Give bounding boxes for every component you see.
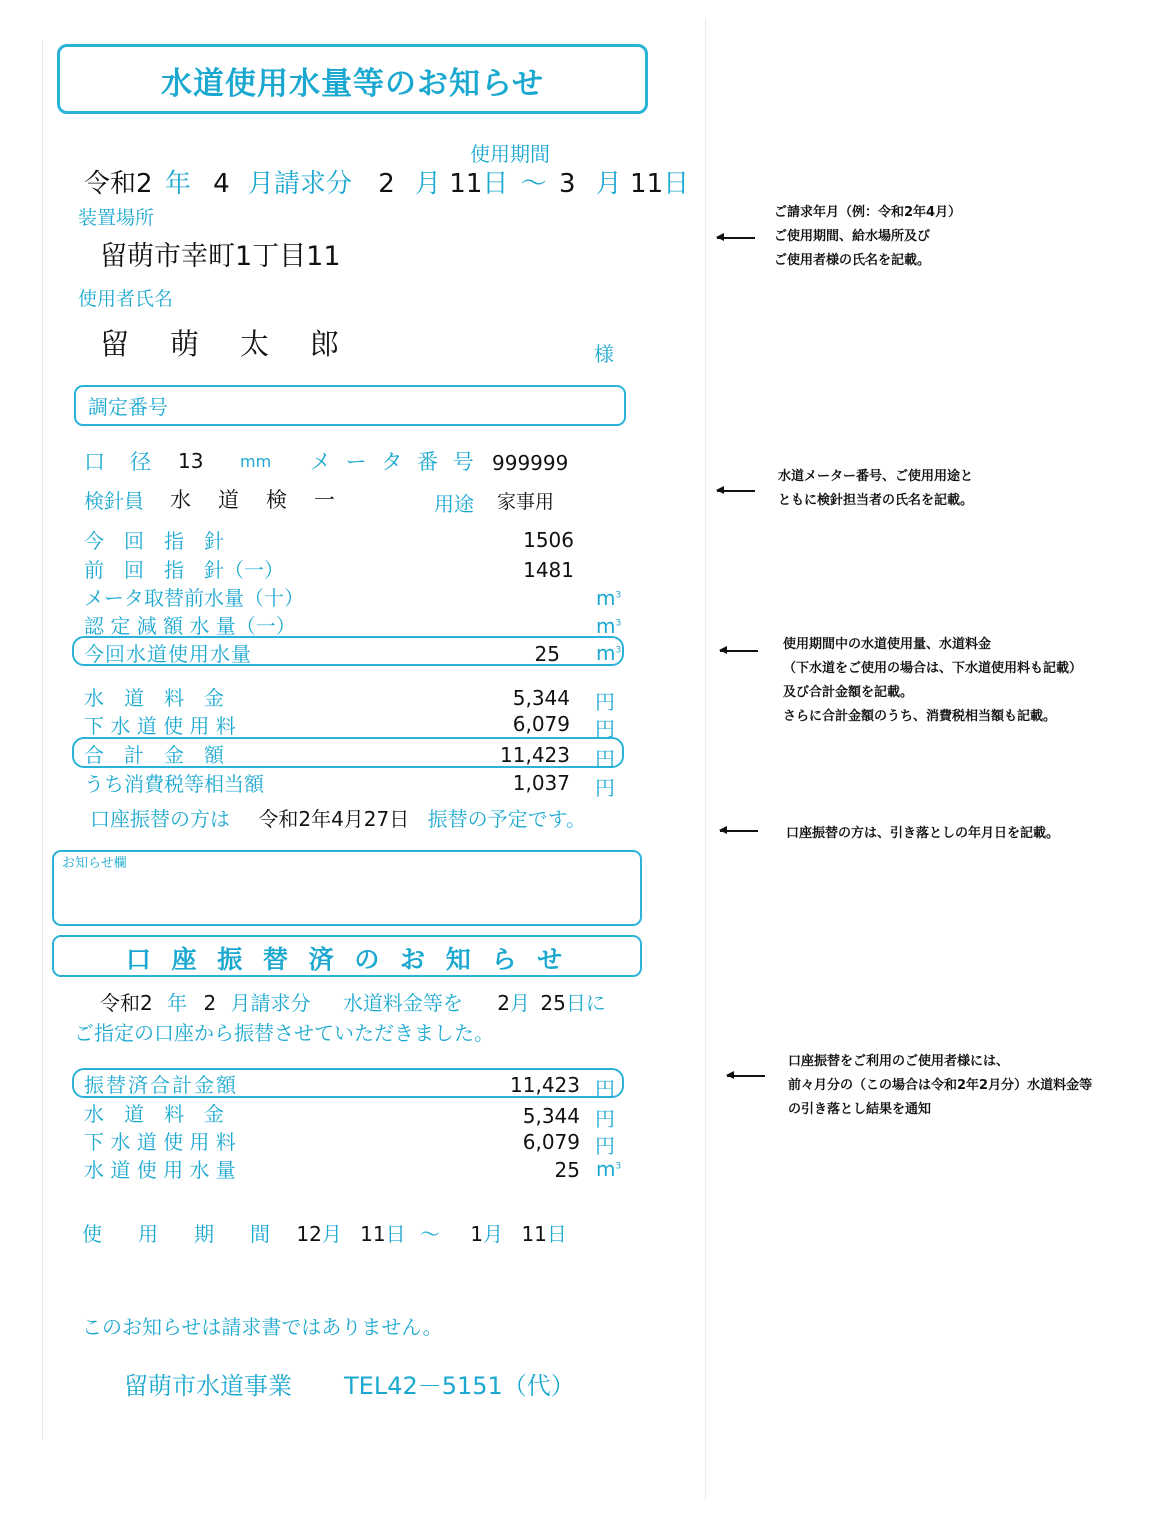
reading-label-previous: 前 回 指 針（一）	[84, 558, 284, 582]
billing-era: 令和2	[84, 169, 153, 199]
usage-volume-value: 25	[534, 642, 560, 666]
charge-label-sewer: 下 水 道 使 用 料	[84, 714, 236, 738]
transfer-period-line	[82, 1218, 567, 1247]
charge-label-total: 合 計 金 額	[84, 743, 224, 767]
transfer-period-tilde: ～	[419, 1222, 440, 1246]
meter-number: 999999	[492, 451, 569, 475]
annotation-charges	[783, 633, 1082, 729]
transfer-label-sewer: 下 水 道 使 用 料	[84, 1130, 236, 1154]
annotation-line: 及び合計金額を記載。	[783, 685, 914, 700]
transfer-period-to-month-unit: 月	[483, 1222, 504, 1246]
page-title: 水道使用水量等のお知らせ	[160, 66, 545, 102]
transfer-period-label: 使 用 期 間	[82, 1222, 278, 1246]
period-from-month-unit: 月	[415, 169, 442, 199]
transfer-year-unit: 年	[167, 991, 188, 1015]
transfer-label-water: 水 道 料 金	[84, 1102, 224, 1126]
transfer-period-to-month: 1	[470, 1222, 484, 1246]
transfer-fee-text: 水道料金等を	[342, 991, 463, 1015]
charge-value-water: 5,344	[512, 686, 570, 710]
annotation-line: ともに検針担当者の氏名を記載。	[778, 493, 974, 508]
honorific: 様	[594, 342, 614, 366]
transfer-value-total: 11,423	[510, 1073, 580, 1097]
arrow-left-icon	[720, 650, 758, 652]
billing-month-unit: 月請求分	[247, 169, 352, 199]
transfer-title: 口 座 振 替 済 の お 知 ら せ	[125, 945, 569, 974]
transfer-pay-day-suffix: 日に	[565, 991, 606, 1015]
charge-unit-sewer: 円	[595, 717, 615, 741]
period-to-month: 3	[558, 169, 576, 199]
transfer-line-1	[100, 987, 606, 1016]
transfer-month-unit: 月請求分	[230, 991, 311, 1015]
billing-month: 4	[213, 169, 230, 199]
debit-line	[90, 803, 586, 832]
transfer-period-from-day-unit: 日	[385, 1222, 406, 1246]
diameter-label: 口 径	[84, 450, 153, 474]
transfer-unit-sewer: 円	[595, 1134, 615, 1158]
annotation-line: さらに合計金額のうち、消費税相当額も記載。	[783, 709, 1057, 724]
transfer-pay-month-unit: 月	[510, 991, 530, 1015]
usage-period-label: 使用期間	[470, 142, 550, 166]
location-value: 留萌市幸町1丁目11	[100, 241, 341, 272]
transfer-line-2: ご指定の口座から振替させていただきました。	[74, 1021, 494, 1045]
annotation-line: 口座振替をご利用のご使用者様には、	[788, 1054, 1010, 1069]
notice-label: お知らせ欄	[62, 856, 127, 871]
transfer-value-water: 5,344	[522, 1104, 580, 1128]
footer-note: このお知らせは請求書ではありません。	[82, 1315, 443, 1339]
transfer-pay-day: 25	[540, 991, 566, 1015]
transfer-unit-total: 円	[595, 1077, 615, 1101]
period-tilde: ～	[520, 169, 547, 199]
annotation-billing	[774, 201, 961, 273]
adjustment-label: 調定番号	[88, 395, 168, 419]
reading-unit-meter-replace: $m^3$	[596, 586, 622, 610]
transfer-label-volume: 水 道 使 用 水 量	[84, 1158, 236, 1182]
transfer-value-volume: 25	[554, 1158, 580, 1182]
diameter-unit: mm	[240, 452, 272, 471]
transfer-pay-month: 2	[497, 991, 510, 1015]
usage-type-label: 用途	[434, 492, 474, 516]
usage-volume-label: 今回水道使用水量	[84, 642, 252, 666]
reader-label: 検針員	[84, 489, 144, 513]
billing-line	[84, 163, 689, 200]
annotation-transfer	[788, 1050, 1092, 1122]
period-from-day: 11	[449, 169, 483, 199]
transfer-period-from-month: 12	[296, 1222, 322, 1246]
reading-value-current: 1506	[523, 528, 574, 552]
billing-year-unit: 年	[164, 169, 191, 199]
charge-label-water: 水 道 料 金	[84, 686, 224, 710]
period-to-month-unit: 月	[595, 169, 622, 199]
usage-type: 家事用	[497, 491, 555, 513]
reading-value-previous: 1481	[523, 558, 574, 582]
annotation-line: 水道メーター番号、ご使用用途と	[778, 469, 974, 484]
form-right-edge	[705, 20, 706, 1500]
transfer-value-sewer: 6,079	[522, 1130, 580, 1154]
reading-label-current: 今 回 指 針	[84, 529, 224, 553]
footer-tel: TEL42－5151（代）	[344, 1372, 575, 1400]
charge-value-total: 11,423	[500, 743, 570, 767]
usage-volume-unit: $m^3$	[596, 641, 622, 665]
annotation-line: 口座振替の方は、引き落としの年月日を記載。	[786, 826, 1060, 841]
transfer-period-to-day-unit: 日	[546, 1222, 567, 1246]
charge-value-tax: 1,037	[512, 771, 570, 795]
charge-unit-total: 円	[595, 747, 615, 771]
annotation-debit	[786, 822, 1059, 846]
diameter-value: 13	[178, 449, 204, 473]
reading-label-meter-replace: メータ取替前水量（十）	[84, 586, 304, 610]
reader-name: 水 道 検 一	[170, 488, 338, 512]
transfer-unit-volume: $m^3$	[596, 1157, 622, 1181]
period-from-day-unit: 日	[482, 169, 509, 199]
debit-suffix: 振替の予定です。	[427, 807, 587, 831]
transfer-period-to-day: 11	[521, 1222, 547, 1246]
debit-prefix: 口座振替の方は	[90, 807, 230, 831]
annotation-line: 使用期間中の水道使用量、水道料金	[783, 637, 992, 652]
period-to-day: 11	[630, 169, 664, 199]
transfer-era: 令和2	[100, 991, 153, 1015]
annotation-line: ご使用者様の氏名を記載。	[774, 253, 931, 268]
annotation-line: の引き落とし結果を通知	[788, 1102, 932, 1117]
user-name-label: 使用者氏名	[78, 288, 174, 310]
arrow-left-icon	[717, 490, 755, 492]
transfer-period-from-day: 11	[360, 1222, 386, 1246]
reading-label-reduction: 認 定 減 額 水 量（一）	[84, 614, 296, 638]
charge-label-tax: うち消費税等相当額	[84, 772, 264, 796]
transfer-label-total: 振替済合計金額	[84, 1073, 238, 1097]
charge-unit-water: 円	[595, 690, 615, 714]
period-from-month: 2	[378, 169, 395, 199]
arrow-left-icon	[720, 830, 758, 832]
notice-box	[52, 850, 642, 926]
transfer-period-from-month-unit: 月	[321, 1222, 342, 1246]
period-to-day-unit: 日	[663, 169, 690, 199]
charge-value-sewer: 6,079	[512, 712, 570, 736]
arrow-left-icon	[717, 237, 755, 239]
annotation-line: 前々月分の（この場合は令和2年2月分）水道料金等	[788, 1078, 1093, 1093]
debit-date: 令和2年4月27日	[258, 807, 410, 831]
footer-org: 留萌市水道事業	[124, 1372, 292, 1400]
charge-unit-tax: 円	[595, 776, 615, 800]
annotation-line: ご請求年月（例：令和2年4月）	[774, 205, 962, 220]
annotation-meter	[778, 465, 973, 513]
user-name: 留 萌 太 郎	[100, 327, 346, 361]
annotation-line: （下水道をご使用の場合は、下水道使用料も記載）	[783, 661, 1083, 676]
form-left-edge	[42, 40, 43, 1440]
arrow-left-icon	[727, 1075, 765, 1077]
reading-unit-reduction: $m^3$	[596, 614, 622, 638]
transfer-month: 2	[203, 991, 217, 1015]
transfer-unit-water: 円	[595, 1107, 615, 1131]
location-label: 装置場所	[78, 207, 155, 229]
meter-number-label: メ ー タ 番 号	[310, 450, 478, 474]
annotation-line: ご使用期間、給水場所及び	[774, 229, 931, 244]
